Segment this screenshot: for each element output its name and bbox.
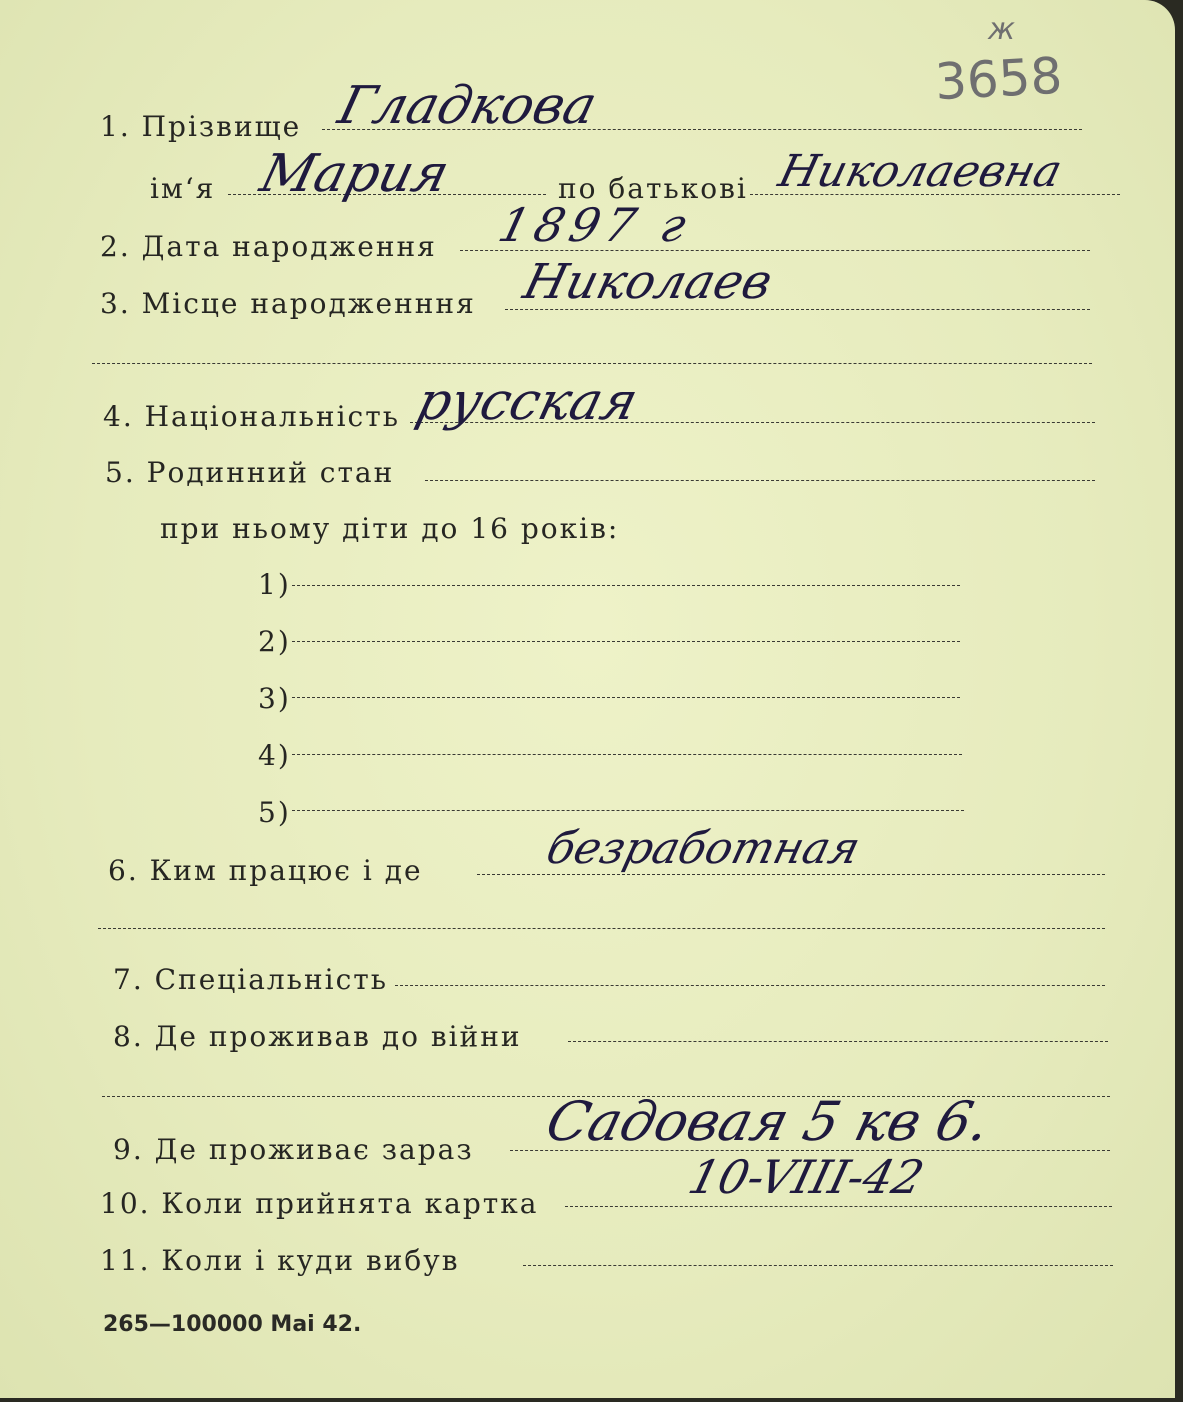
patronymic-label: по батькові [558,172,748,205]
child-5-line [292,810,964,811]
first-name-label: ім‘я [150,172,216,205]
birth-date-label: 2. Дата народження [100,230,437,263]
child-2-line [292,641,960,642]
child-4-line [292,754,962,755]
first-name-value[interactable]: Мария [254,144,455,204]
occupation-continuation-line [98,928,1105,929]
child-5-label: 5) [258,796,291,829]
prewar-residence-label: 8. Де проживав до війни [113,1020,522,1053]
birth-place-continuation-line [92,363,1092,364]
occupation-value[interactable]: безработная [541,823,866,874]
child-2-label: 2) [258,625,291,658]
birth-date-value[interactable]: 1897 г [493,198,698,252]
occupation-label: 6. Ким працює і де [108,854,423,887]
nationality-value[interactable]: русская [410,372,644,432]
printer-imprint: 265—100000 Mai 42. [103,1312,362,1337]
birth-place-label: 3. Місце народженння [100,287,476,320]
child-1-label: 1) [258,568,291,601]
children-heading: при ньому діти до 16 років: [160,512,620,545]
surname-value[interactable]: Гладкова [332,76,603,136]
card-accepted-label: 10. Коли прийнята картка [100,1187,539,1220]
specialty-label: 7. Спеціальність [113,963,388,996]
prewar-residence-line [568,1041,1108,1042]
current-residence-value[interactable]: Садовая 5 кв 6. [540,1090,997,1153]
specialty-line [395,985,1105,986]
nationality-label: 4. Національність [103,400,400,433]
occupation-line [477,874,1105,875]
marital-status-label: 5. Родинний стан [105,456,395,489]
child-3-line [292,697,960,698]
departure-label: 11. Коли і куди вибув [100,1244,460,1277]
departure-line [523,1265,1113,1266]
birth-place-value[interactable]: Николаев [518,254,778,310]
archive-mark: ж [988,12,1016,47]
archive-number: 3658 [933,46,1064,112]
child-3-label: 3) [258,682,291,715]
patronymic-value[interactable]: Николаевна [773,146,1067,197]
marital-status-line [425,480,1095,481]
current-residence-label: 9. Де проживає зараз [113,1133,474,1166]
surname-label: 1. Прізвище [100,110,302,143]
card-accepted-value[interactable]: 10-VIII-42 [683,1150,930,1204]
card-accepted-line [565,1206,1112,1207]
child-4-label: 4) [258,739,291,772]
child-1-line [292,585,960,586]
